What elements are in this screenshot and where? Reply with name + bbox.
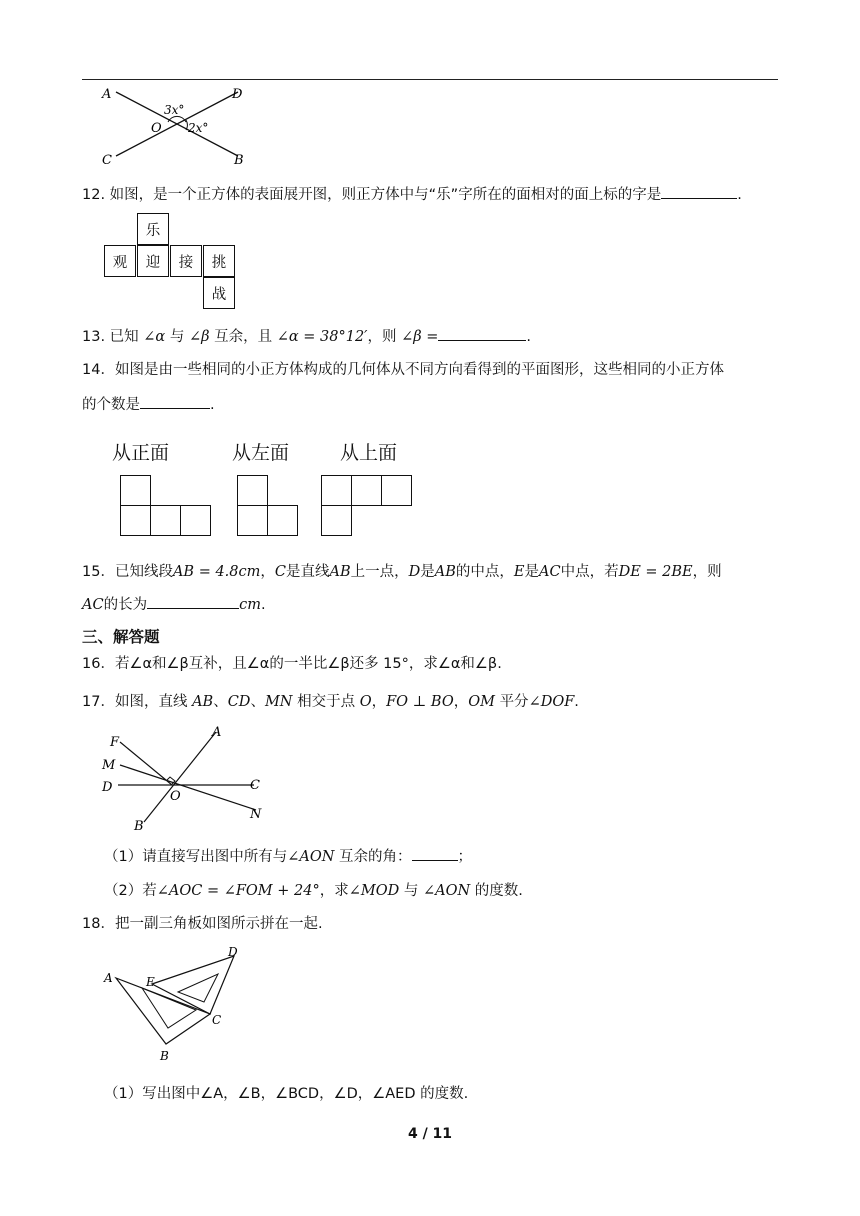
question-18-part1: （1）写出图中∠A，∠B，∠BCD，∠D，∠AED 的度数.: [104, 1086, 469, 1102]
view-title-left: 从左面: [232, 442, 290, 464]
question-17-part2: （2）若∠AOC = ∠FOM + 24°，求∠MOD 与 ∠AON 的度数.: [104, 883, 523, 899]
top-view-square: [321, 505, 352, 536]
label-O: O: [170, 789, 181, 804]
question-12: 12. 如图，是一个正方体的表面展开图，则正方体中与“乐”字所在的面相对的面上标的字是 .: [82, 184, 742, 205]
section-heading: 三、解答题: [82, 628, 160, 646]
fig-intersecting-lines: [96, 84, 256, 170]
view-title-front: 从正面: [112, 442, 170, 464]
label-D: D: [228, 945, 238, 959]
question-15-line1: 15．已知线段AB = 4.8cm，C是直线AB上一点，D是AB的中点，E是AC中点，若DE = 2BE，则: [82, 564, 722, 580]
label-A: A: [104, 971, 113, 985]
label-C: C: [212, 1013, 222, 1027]
net-cell-jie: 接: [170, 245, 202, 277]
left-view-square: [237, 475, 268, 506]
angle-2x: 2x°: [188, 121, 209, 135]
answer-blank-15[interactable]: [147, 594, 239, 609]
left-view-square: [267, 505, 298, 536]
label-N: N: [250, 807, 262, 822]
header-rule: [82, 79, 778, 80]
top-view-square: [351, 475, 382, 506]
top-view-square: [321, 475, 352, 506]
question-14-line1: 14．如图是由一些相同的小正方体构成的几何体从不同方向看得到的平面图形，这些相同的小正方体: [82, 362, 724, 378]
question-18: 18．把一副三角板如图所示拼在一起.: [82, 916, 323, 932]
question-16: 16．若∠α和∠β互补，且∠α的一半比∠β还多 15°，求∠α和∠β.: [82, 656, 502, 672]
answer-blank-13[interactable]: [438, 326, 526, 341]
label-C: C: [250, 778, 260, 793]
label-M: M: [102, 758, 116, 773]
label-A: A: [102, 87, 112, 102]
label-E: E: [146, 975, 155, 989]
view-title-top: 从上面: [340, 442, 398, 464]
label-B: B: [160, 1049, 169, 1063]
front-view-square: [120, 505, 151, 536]
fig-lines-abcd: [96, 722, 276, 834]
label-D: D: [102, 780, 113, 795]
label-F: F: [110, 735, 120, 750]
question-15-line2: AC的长为 cm.: [82, 594, 266, 615]
net-cell-le: 乐: [137, 213, 169, 245]
label-A: A: [212, 725, 222, 740]
question-13: 13. 已知 ∠α 与 ∠β 互余，且 ∠α = 38°12′，则 ∠β = .: [82, 326, 531, 347]
left-view-square: [237, 505, 268, 536]
angle-3x: 3x°: [164, 103, 185, 117]
answer-blank-17-1[interactable]: [412, 846, 458, 861]
fig-triangle-boards: [98, 944, 258, 1064]
label-C: C: [102, 153, 112, 168]
answer-blank-14[interactable]: [140, 394, 210, 409]
question-14-line2: 的个数是 .: [82, 394, 215, 415]
net-cell-ying: 迎: [137, 245, 169, 277]
label-O: O: [151, 121, 162, 136]
question-17: 17．如图，直线 AB、CD、MN 相交于点 O，FO ⊥ BO，OM 平分∠DOF.: [82, 694, 579, 710]
front-view-square: [180, 505, 211, 536]
cube-net: [104, 213, 236, 309]
answer-blank-12[interactable]: [661, 184, 737, 199]
page-number: 4 / 11: [407, 1126, 453, 1142]
label-D: D: [232, 87, 243, 102]
net-cell-guan: 观: [104, 245, 136, 277]
net-cell-tiao: 挑: [203, 245, 235, 277]
label-B: B: [234, 153, 244, 168]
net-cell-zhan: 战: [203, 277, 235, 309]
question-17-part1: （1）请直接写出图中所有与∠AON 互余的角： ；: [104, 845, 472, 866]
front-view-square: [120, 475, 151, 506]
front-view-square: [150, 505, 181, 536]
label-B: B: [134, 819, 144, 834]
top-view-square: [381, 475, 412, 506]
